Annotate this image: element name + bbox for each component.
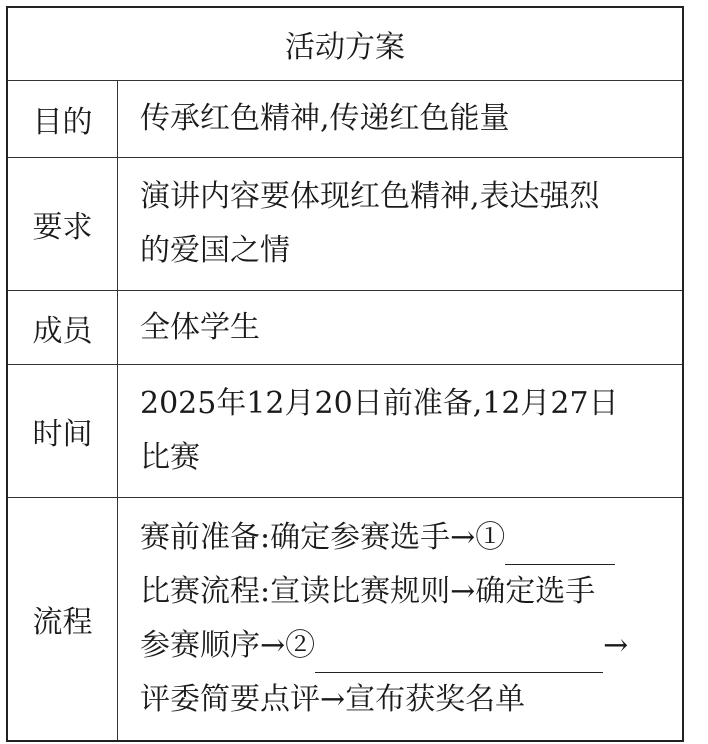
process-step-prep: 赛前准备:确定参赛选手→① (140, 520, 506, 555)
activity-plan-table (6, 6, 684, 742)
row-label: 流程 (8, 498, 118, 740)
row-content (118, 291, 682, 364)
content-line: 传承红色精神,传递红色能量 (140, 101, 510, 136)
content-line: 演讲内容要体现红色精神,表达强烈 (140, 179, 600, 214)
row-content (118, 365, 682, 497)
content-line (140, 511, 672, 565)
row-time (8, 364, 682, 497)
row-label: 成员 (8, 291, 118, 364)
row-process (8, 497, 682, 740)
row-members (8, 290, 682, 364)
content-line: 比赛流程:宣读比赛规则→确定选手 (140, 574, 596, 609)
blank-1 (505, 532, 615, 565)
blank-2 (315, 640, 603, 673)
content-line (140, 619, 672, 673)
process-step-order: 参赛顺序→② (140, 628, 316, 663)
content-line: 的爱国之情 (140, 233, 290, 268)
row-content (118, 498, 682, 740)
row-label: 要求 (8, 158, 118, 290)
content-line: 2025年12月20日前准备,12月27日 (140, 386, 619, 421)
arrow: → (603, 628, 629, 663)
content-line: 评委简要点评→宣布获奖名单 (140, 682, 526, 717)
content-line: 全体学生 (140, 309, 260, 345)
row-label: 时间 (8, 365, 118, 497)
row-purpose (8, 80, 682, 157)
table-title: 活动方案 (285, 30, 405, 65)
row-content (118, 81, 682, 157)
row-requirement (8, 157, 682, 290)
content-line: 比赛 (140, 440, 200, 475)
row-content (118, 158, 682, 290)
row-label: 目的 (8, 81, 118, 157)
